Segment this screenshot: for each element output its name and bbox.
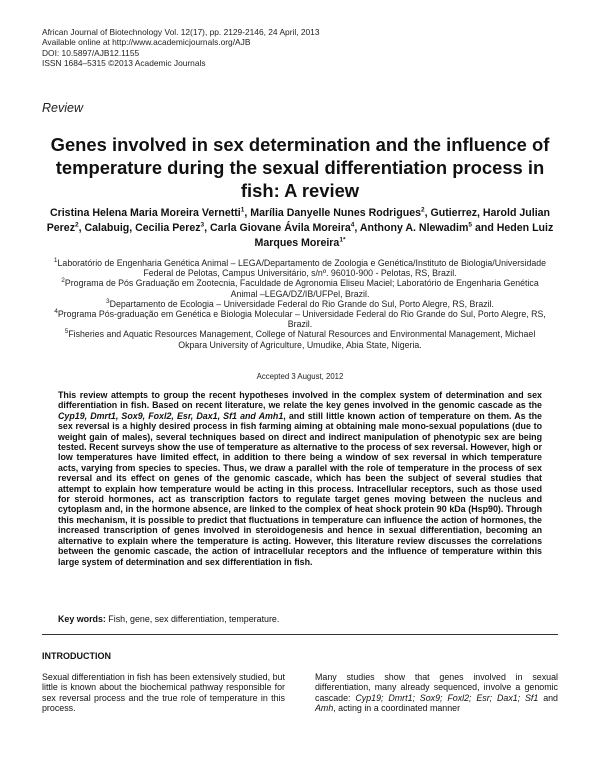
author-affiliation-mark: 3: [200, 221, 205, 229]
journal-header: [42, 27, 320, 68]
journal-issn: ISSN 1684–5315 ©2013 Academic Journals: [42, 57, 206, 68]
affiliation-text: Programa de Pós Graduação em Zootecnia, Faculdade de Agronomia Eliseu Maciel; Laboratório de Engenharia Genética Animal –LEGA/DZ/IB/UFPel, Brazil.: [64, 278, 539, 299]
abstract-text: , and still little known action of temperature on them. As the sex reversal is a highly desired process in fish farming aiming at obtaining male mono-sexual populations (due to weight gain of males), several techniques based on direct and indirect manipulation of phenotypic sex are being tested. Recent surveys show the use of temperature as alternative to the process of sex reversal. However, high or low temperatures have limited effect, in addition to there being a window of sex reversal in which temperature acts, varying from species to species. Thus, we draw a parallel with the role of temperature in the process of sex reversal and its effect on genes of the genomic cascade, which has been the subject of several studies that attempt to explain how temperature would be acting in this process. Intracellular receptors, such as those used for steroid hormones, act as transcription factors to regulate target genes moving between the nucleus and cytoplasm and, in the hormone absence, are linked to the complex of heat shock protein 90 kDa (Hsp90). Through this mechanism, it is possible to predict that fluctuations in temperature can influence the action of hormones, the increased transcription of genes involved in steroidogenesis and hence in sexual differentiation, becoming an alternative to explain where the temperature is acting. However, this literature review discusses the correlations between the genomic cascade, the action of intracellular receptors and the influence of temperature within this large system of determination and sex differentiation in fish.: [58, 410, 542, 567]
author-name: Calabuig, Cecilia Perez: [84, 222, 201, 234]
abstract: [58, 390, 542, 567]
keywords: [58, 614, 542, 624]
affiliation-text: Programa Pós-graduação em Genética e Biologia Molecular – Universidade Federal do Rio Grande do Sul, Porto Alegre, RS, Brazil.: [57, 309, 546, 330]
author-affiliation-mark: 5: [468, 221, 473, 229]
author-name: Heden Luiz Marques Moreira: [254, 222, 554, 249]
author-separator: ,: [204, 222, 211, 234]
author-separator: and: [472, 222, 497, 234]
intro-text: Many studies show that genes involved in sexual differentiation, many already sequenced, involve a genomic cascade:: [315, 672, 558, 703]
intro-text: , acting in a coordinated manner: [333, 702, 461, 713]
affiliation: [52, 309, 548, 329]
author-affiliation-mark: 4: [350, 221, 355, 229]
affiliation: [52, 299, 548, 309]
author-list: [42, 206, 558, 251]
affiliation-number: 2: [61, 277, 65, 285]
introduction-right-column: [315, 672, 558, 713]
author-separator: ,: [78, 222, 85, 234]
author-name: Cristina Helena Maria Moreira Vernetti: [49, 207, 241, 219]
author-separator: ,: [244, 207, 251, 219]
abstract-text: This review attempts to group the recent hypotheses involved in the complex system of determination and sex differentiation in fish. Based on recent literature, we relate the key genes involved in the genomic cascade as the: [58, 390, 542, 411]
affiliation: [52, 329, 548, 349]
journal-citation: African Journal of Biotechnology Vol. 12(17), pp. 2129-2146, 24 April, 2013: [42, 27, 320, 37]
affiliation-number: 1: [53, 257, 58, 265]
author-name: Gutierrez, Harold Julian Perez: [46, 207, 551, 234]
affiliation-number: 5: [64, 328, 69, 336]
keywords-label: Key words:: [58, 614, 106, 624]
introduction-heading: INTRODUCTION: [42, 651, 111, 661]
introduction-left-column: Sexual differentiation in fish has been extensively studied, but little is known about the biochemical pathway responsible for sex reversal process and the true role of temperature in this process.: [42, 672, 285, 713]
intro-text: and: [538, 692, 558, 703]
keywords-text: Fish, gene, sex differentiation, temperature.: [105, 614, 280, 624]
affiliation-text: Departamento de Ecologia – Universidade Federal do Rio Grande do Sul, Porto Alegre, RS, Brazil.: [109, 298, 494, 309]
corresponding-author-mark: *: [342, 236, 346, 244]
accepted-date: Accepted 3 August, 2012: [256, 372, 344, 381]
author-affiliation-mark: 2: [75, 221, 79, 229]
journal-url: Available online at http://www.academicjournals.org/AJB: [42, 37, 251, 48]
author-name: Marília Danyelle Nunes Rodrigues: [250, 207, 421, 219]
affiliation-number: 3: [106, 297, 110, 305]
intro-gene-list: Cyp19; Dmrt1; Sox9; Foxl2; Esr; Dax1; Sf1: [355, 692, 539, 703]
article-type-label: Review: [42, 101, 83, 115]
author-name: Carla Giovane Ávila Moreira: [210, 222, 351, 234]
affiliation: [52, 278, 548, 298]
intro-gene: Amh: [315, 702, 334, 713]
author-affiliation-mark: 1: [339, 236, 343, 244]
author-affiliation-mark: 2: [420, 206, 425, 214]
author-separator: ,: [424, 207, 431, 219]
affiliation-number: 4: [54, 308, 58, 316]
affiliation-text: Fisheries and Aquatic Resources Management, College of Natural Resources and Environmental Management, Michael Okpara University of Agriculture, Umudike, Abia State, Nigeria.: [68, 329, 536, 350]
journal-doi: DOI: 10.5897/AJB12.1155: [42, 47, 140, 58]
affiliation-text: Laboratório de Engenharia Genética Animal – LEGA/Departamento de Zoologia e Genética/Instituto de Biologia/Universidade Federal de Pelotas, Campus Universitário, s/nº. 96010-900 - Pelotas, RS, Brazil.: [57, 258, 547, 279]
author-name: Anthony A. Nlewadim: [359, 222, 469, 234]
author-separator: ,: [354, 222, 360, 234]
abstract-gene-list: Cyp19, Dmrt1, Sox9, Foxl2, Esr, Dax1, Sf1 and Amh1: [58, 410, 284, 421]
affiliation-list: [52, 258, 548, 350]
section-divider: [42, 634, 558, 635]
article-title: Genes involved in sex determination and the influence of temperature during the sexual differentiation process in fish: A review: [50, 134, 550, 201]
author-affiliation-mark: 1: [240, 206, 245, 214]
affiliation: [52, 258, 548, 278]
